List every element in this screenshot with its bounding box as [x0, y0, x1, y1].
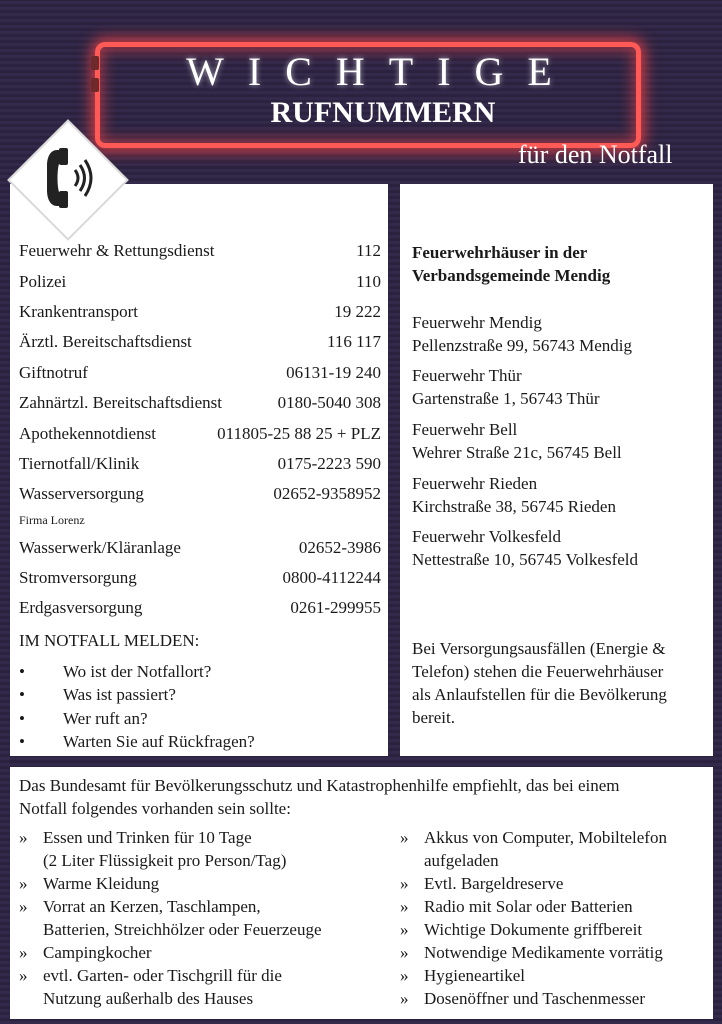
number-row-ambulance — [19, 302, 381, 322]
list-item: » Essen und Trinken für 10 Tage — [19, 828, 252, 847]
title-line-2: RUFNUMMERN — [270, 96, 496, 129]
number-row-gas — [19, 598, 381, 618]
phone-number[interactable]: 02652-9358952 — [273, 484, 381, 503]
number-row-pharmacy — [19, 424, 381, 444]
station-mendig: Feuerwehr Mendig Pellenzstraße 99, 56743 Mendig — [412, 313, 633, 355]
number-label: Feuerwehr & Rettungsdienst — [19, 241, 215, 260]
list-item: » Radio mit Solar oder Batterien — [400, 897, 633, 916]
phone-number[interactable]: 0180-5040 308 — [277, 393, 381, 412]
list-item-continuation: (2 Liter Flüssigkeit pro Person/Tag) — [43, 851, 287, 870]
number-row-electricity — [19, 568, 381, 588]
phone-number[interactable]: 116 117 — [327, 332, 381, 351]
number-label: Polizei — [19, 272, 67, 291]
recommendation-intro: Das Bundesamt für Bevölkerungsschutz und Katastrophenhilfe empfiehlt, das bei einem Notfall folgendes vorhanden sein sollte: — [19, 776, 620, 818]
list-item: » Evtl. Bargeldreserve — [400, 874, 564, 893]
emergency-heading: IM NOTFALL MELDEN: — [19, 631, 200, 650]
water-supply-note: Firma Lorenz — [19, 513, 85, 527]
phone-number[interactable]: 112 — [356, 241, 381, 260]
list-item: » Campingkocher — [19, 943, 152, 962]
phone-number[interactable]: 19 222 — [334, 302, 381, 321]
station-bell: Feuerwehr Bell Wehrer Straße 21c, 56745 Bell — [412, 420, 622, 462]
station-thuer: Feuerwehr Thür Gartenstraße 1, 56743 Thür — [412, 366, 600, 408]
number-row-poison — [19, 363, 381, 383]
emergency-item: • Wo ist der Notfallort? — [19, 662, 212, 681]
list-item: » Notwendige Medikamente vorrätig — [400, 943, 663, 962]
phone-icon — [35, 140, 105, 216]
number-label: Tiernotfall/Klinik — [19, 454, 140, 473]
subtitle: für den Notfall — [518, 140, 673, 169]
number-row-fire-rescue — [19, 241, 381, 261]
number-row-police — [19, 272, 381, 292]
station-volkesfeld: Feuerwehr Volkesfeld Nettestraße 10, 56745 Volkesfeld — [412, 527, 638, 569]
list-item: » Akkus von Computer, Mobiltelefon — [400, 828, 667, 847]
number-label: Erdgasversorgung — [19, 598, 143, 617]
number-label: Wasserversorgung — [19, 484, 144, 503]
number-label: Giftnotruf — [19, 363, 88, 382]
list-item: » evtl. Garten- oder Tischgrill für die — [19, 966, 282, 985]
list-item: » Dosenöffner und Taschenmesser — [400, 989, 646, 1008]
phone-number[interactable]: 0261-299955 — [290, 598, 381, 617]
number-row-water-supply — [19, 484, 381, 504]
phone-number[interactable]: 0175-2223 590 — [277, 454, 381, 473]
fire-stations-heading: Feuerwehrhäuser in der Verbandsgemeinde Mendig — [412, 243, 611, 285]
number-label: Krankentransport — [19, 302, 138, 321]
list-item: » Warme Kleidung — [19, 874, 160, 893]
emergency-item: • Wer ruft an? — [19, 709, 148, 728]
title-line-1: WICHTIGE — [186, 49, 576, 94]
list-item-continuation: Nutzung außerhalb des Hauses — [43, 989, 254, 1008]
list-item-continuation: Batterien, Streichhölzer oder Feuerzeuge — [43, 920, 322, 939]
right-list — [400, 826, 667, 1010]
number-row-waterworks — [19, 538, 381, 558]
list-item-continuation: aufgeladen — [424, 851, 499, 870]
emergency-item: • Warten Sie auf Rückfragen? — [19, 732, 255, 751]
list-item: » Hygieneartikel — [400, 966, 526, 985]
number-row-dentist — [19, 393, 381, 413]
list-item: » Wichtige Dokumente griffbereit — [400, 920, 643, 939]
number-label: Apothekennotdienst — [19, 424, 156, 443]
number-label: Zahnärtzl. Bereitschaftsdienst — [19, 393, 222, 412]
number-row-doctor — [19, 332, 381, 352]
phone-number[interactable]: 011805-25 88 25 + PLZ — [217, 424, 381, 443]
number-label: Ärztl. Bereitschaftsdienst — [19, 332, 192, 351]
station-rieden: Feuerwehr Rieden Kirchstraße 38, 56745 Rieden — [412, 474, 616, 516]
number-row-vet — [19, 454, 381, 474]
outage-info: Bei Versorgungsausfällen (Energie & Telefon) stehen die Feuerwehrhäuser als Anlaufstellen für die Bevölkerung bereit. — [412, 639, 667, 727]
list-item: » Vorrat an Kerzen, Taschlampen, — [19, 897, 261, 916]
phone-number[interactable]: 02652-3986 — [298, 538, 381, 557]
number-label: Stromversorgung — [19, 568, 137, 587]
left-list — [19, 826, 321, 1010]
number-label: Wasserwerk/Kläranlage — [19, 538, 181, 557]
phone-number[interactable]: 06131-19 240 — [286, 363, 381, 382]
phone-number[interactable]: 0800-4112244 — [282, 568, 381, 587]
emergency-item: • Was ist passiert? — [19, 685, 176, 704]
phone-number[interactable]: 110 — [356, 272, 381, 291]
